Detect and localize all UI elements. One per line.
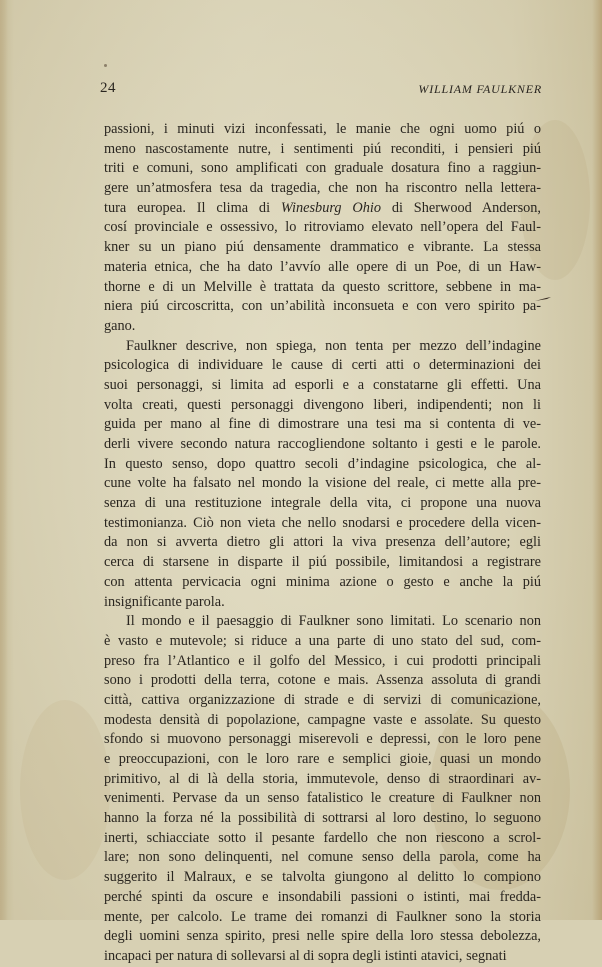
text-line: cune volte ha falsato nel mondo la visione del reale, ci mette alla pre- <box>104 475 541 492</box>
text-line: gano. <box>104 317 136 334</box>
text-line: kner su un piano piú densamente drammatico e vibrante. La stessa <box>104 239 541 256</box>
text-line: Il mondo e il paesaggio di Faulkner sono limitati. Lo scenario non <box>126 613 541 630</box>
book-title-italic: Winesburg Ohio <box>280 199 381 216</box>
text-line: preso fra l’Atlantico e il golfo del Messico, i cui prodotti principali <box>104 652 541 669</box>
text-line: e preoccupazioni, con le loro rare e semplici gioie, quasi un mondo <box>104 751 541 767</box>
page-right-edge-shadow <box>592 0 602 920</box>
text-line: città, cattiva organizzazione di strade e di servizi di comunicazione, <box>104 691 541 708</box>
text-line: tura europea. Il clima di Winesburg Ohio di Sherwood Anderson, <box>104 199 542 216</box>
page-header <box>100 80 542 102</box>
text-line: triti e comuni, sono amplificati con graduale dosatura fino a raggiun- <box>104 160 541 177</box>
text-line: sfondo si muovono personaggi miserevoli e depressi, con le loro pene <box>104 731 541 748</box>
text-line: venimenti. Pervase da un senso fatalistico le creature di Faulkner non <box>104 790 541 807</box>
text-line: perché spinti da oscure e insondabili passioni o istinti, mai fredda- <box>104 888 541 905</box>
text-line: cosí provinciale e ossessivo, lo ritroviamo elevato nell’opera del Faul- <box>104 219 541 236</box>
text-line: è vasto e mutevole; si riduce a una parte di uno stato del sud, com- <box>104 632 541 649</box>
text-line: psicologica di individuare le cause di certi atti o determinazioni dei <box>104 357 541 374</box>
text-line: insignificante parola. <box>104 593 225 610</box>
paragraph <box>104 612 541 966</box>
text-line: hanno la forza né la possibilità di sottrarsi al loro destino, lo seguono <box>104 810 541 827</box>
pencil-mark <box>534 296 552 302</box>
text-line: Faulkner descrive, non spiega, non tenta per mezzo dell’indagine <box>126 337 541 354</box>
body-text <box>104 120 541 967</box>
text-line: da non si avverta dietro gli attori la viva presenza dell’autore; egli <box>104 534 541 551</box>
text-line: degli uomini senza spirito, presi nelle spire della loro stessa debolezza, <box>104 928 541 945</box>
paper-speck <box>104 64 107 67</box>
text-line: derli vivere secondo natura raccogliendone soltanto i gesti e le parole. <box>104 436 541 452</box>
text-line: modesta densità di popolazione, campagne vaste e assolate. Su questo <box>104 711 541 728</box>
text-line: niera piú circoscritta, con un’abilità inconsueta e con vero spirito pa- <box>104 298 541 315</box>
text-line: guida per mano al fine di dimostrare una tesi ma si contenta di ve- <box>104 416 541 433</box>
text-line: thorne e di un Melville è trattata da questo scrittore, sebbene in ma- <box>104 278 541 295</box>
text-line: gere un’atmosfera tesa da tragedia, che non ha riscontro nella lettera- <box>104 180 541 197</box>
text-line: mente, per calcolo. Le trame dei romanzi di Faulkner sono la storia <box>104 908 541 925</box>
text-line: testimonianza. Ciò non vieta che nello snodarsi e procedere della vicen- <box>104 514 541 531</box>
text-line: suggerito il Malraux, e se talvolta giungono al delitto lo compiono <box>104 869 541 886</box>
text-line: suoi personaggi, si limita ad esporli e a constatarne gli effetti. Una <box>104 376 541 393</box>
page-left-edge-shadow <box>0 0 8 920</box>
text-line: passioni, i minuti vizi inconfessati, le manie che ogni uomo piú o <box>104 121 541 137</box>
text-line: primitivo, al di là della storia, immutevole, denso di straordinari av- <box>104 770 541 787</box>
running-head: WILLIAM FAULKNER <box>418 82 542 96</box>
text-line: sono i prodotti della terra, cotone e mais. Assenza assoluta di grandi <box>104 672 541 689</box>
paragraph <box>104 120 541 337</box>
text-line: inerti, schiacciate sotto il pesante fardello che non riescono a scrol- <box>104 829 541 846</box>
text-line: senza di una restituzione integrale della vita, ci propone una nuova <box>104 495 541 512</box>
paragraph <box>104 337 541 613</box>
text-line: materia etnica, che ha dato l’avvío alle opere di un Poe, di un Haw- <box>104 258 541 275</box>
text-line: volta creati, questi personaggi divengono liberi, indipendenti; non li <box>104 396 541 413</box>
page-number: 24 <box>100 80 116 96</box>
text-line: con attenta pervicacia ogni minima azione o gesto e anche la piú <box>104 573 541 590</box>
text-line: meno nascostamente nutre, i sentimenti piú reconditi, i pensieri piú <box>104 140 541 157</box>
text-line: cerca di starsene in disparte il piú possibile, limitandosi a registrare <box>104 554 541 571</box>
text-line: lare; non sono delinquenti, nel comune senso della parola, come ha <box>104 849 541 866</box>
paper-stain <box>20 700 110 880</box>
text-line: incapaci per natura di sollevarsi al di sopra degli istinti atavici, segnati <box>104 947 507 964</box>
text-line: In questo senso, dopo quattro secoli d’indagine psicologica, che al- <box>104 455 541 472</box>
